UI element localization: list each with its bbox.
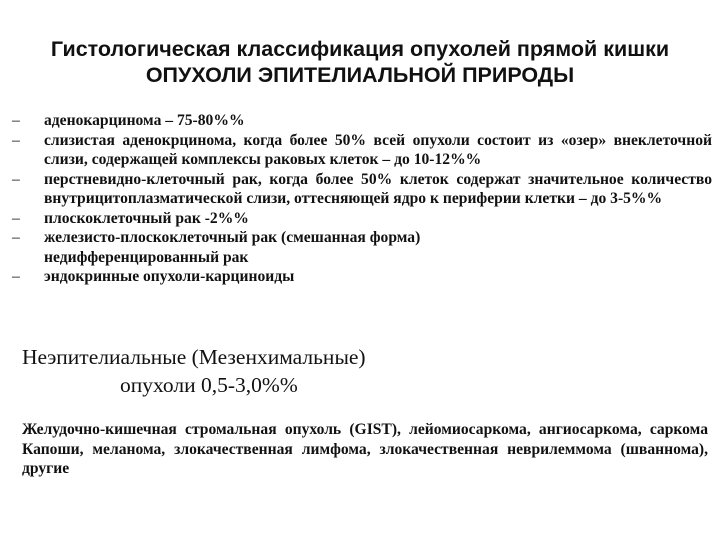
epithelial-tumor-list — [12, 111, 712, 287]
dash-bullet: – — [12, 131, 20, 149]
slide-title: Гистологическая классификация опухолей прямой кишки — [50, 37, 670, 61]
list-item — [12, 209, 712, 229]
list-item-text: недифференцированный рак — [44, 248, 249, 266]
dash-bullet: – — [12, 170, 20, 188]
list-item-text: железисто-плоскоклеточный рак (смешанная форма) — [44, 229, 421, 246]
list-item-text: перстневидно-клеточный рак, когда более 50% клеток содержат значительное количество внутрицитоплазматической слизи, оттесняющей ядро к периферии клетки – до 3-5%% — [44, 170, 712, 207]
list-item — [12, 248, 712, 268]
nonepithelial-tumor-types: Желудочно-кишечная стромальная опухоль (GIST), лейомиосаркома, ангиосаркома, саркома Капоши, меланома, злокачественная лимфома, злокачественная неврилеммома (шваннома), другие — [22, 421, 708, 477]
list-item — [12, 228, 712, 248]
list-item — [12, 131, 712, 170]
dash-bullet: – — [12, 209, 20, 227]
section-heading-nonepithelial-percent: опухоли 0,5-3,0%% — [120, 373, 298, 397]
list-item-text: аденокарцинома – 75-80%% — [44, 112, 245, 129]
list-item-text: слизистая аденокрцинома, когда более 50% всей опухоли состоит из «озер» внеклеточной слизи, содержащей комплексы раковых клеток – до 10-12%% — [44, 131, 712, 168]
list-item — [12, 111, 712, 131]
section-title-epithelial: ОПУХОЛИ ЭПИТЕЛИАЛЬНОЙ ПРИРОДЫ — [145, 63, 575, 87]
section-heading-nonepithelial: Неэпителиальные (Мезенхимальные) — [22, 345, 366, 369]
dash-bullet: – — [12, 268, 20, 285]
list-item-text: плоскоклеточный рак -2%% — [44, 209, 249, 227]
list-item — [12, 267, 712, 287]
dash-bullet: – — [12, 112, 20, 129]
dash-bullet: – — [12, 229, 20, 246]
list-item — [12, 170, 712, 209]
list-item-text: эндокринные опухоли-карциноиды — [44, 268, 295, 285]
